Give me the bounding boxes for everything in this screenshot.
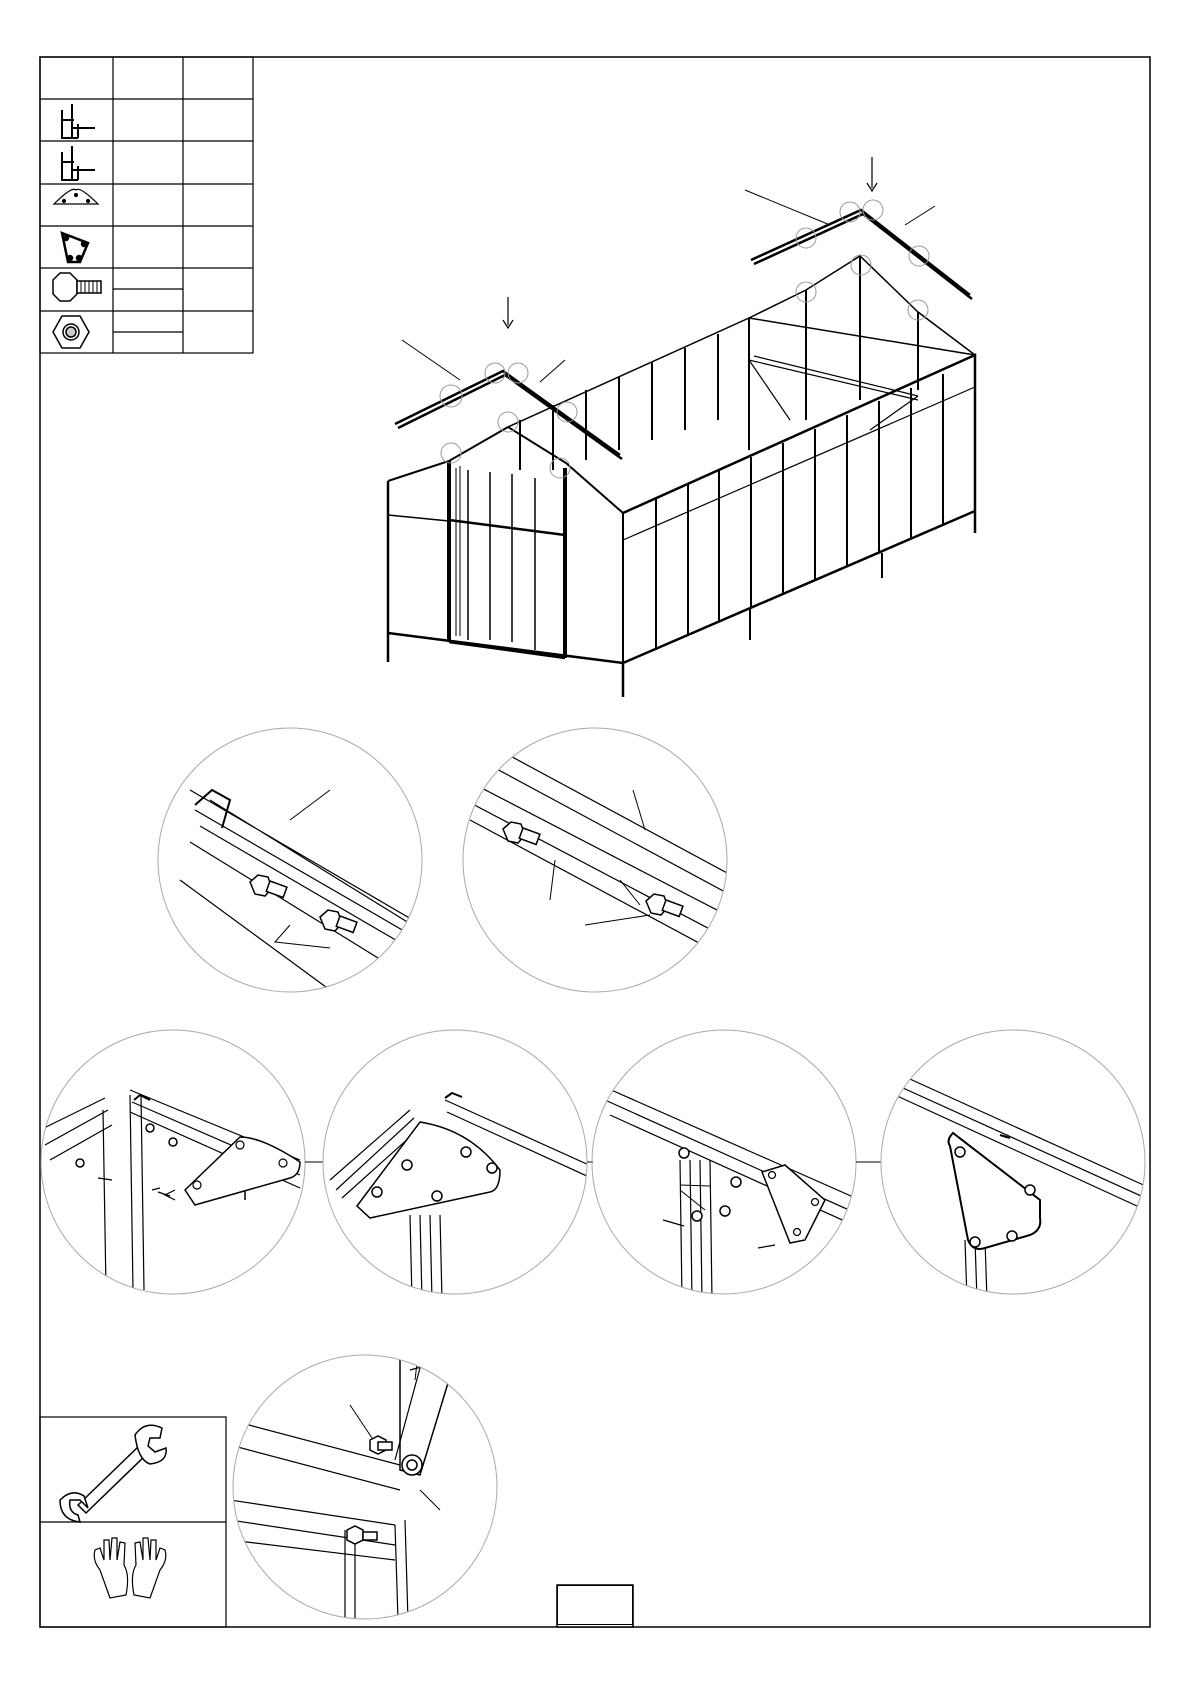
detail-bolts-ridge-left	[158, 728, 430, 992]
nut-icon	[53, 316, 89, 348]
page-frame	[40, 57, 1150, 1627]
wrench-icon	[60, 1425, 166, 1522]
detail-corner-bolts	[230, 1338, 497, 1620]
detail-bracket-step-3	[592, 1030, 881, 1300]
gloves-icon	[94, 1538, 166, 1598]
detail-bracket-step-2	[323, 1030, 600, 1300]
parts-table	[40, 57, 253, 353]
detail-bracket-complete	[881, 1030, 1150, 1300]
ridge-profile-b-icon	[62, 146, 95, 180]
ridge-profile-a-icon	[62, 104, 95, 138]
triangle-bracket-large-icon	[62, 233, 88, 262]
page-number	[557, 1585, 633, 1625]
detail-bolts-ridge-right	[463, 728, 740, 992]
connection-markers	[440, 200, 929, 478]
bolt-icon	[53, 273, 101, 301]
detail-bracket-step-1	[40, 1030, 323, 1294]
triangle-bracket-small-icon	[54, 189, 98, 204]
tools-box	[40, 1417, 226, 1627]
greenhouse-main-illustration	[388, 157, 975, 697]
